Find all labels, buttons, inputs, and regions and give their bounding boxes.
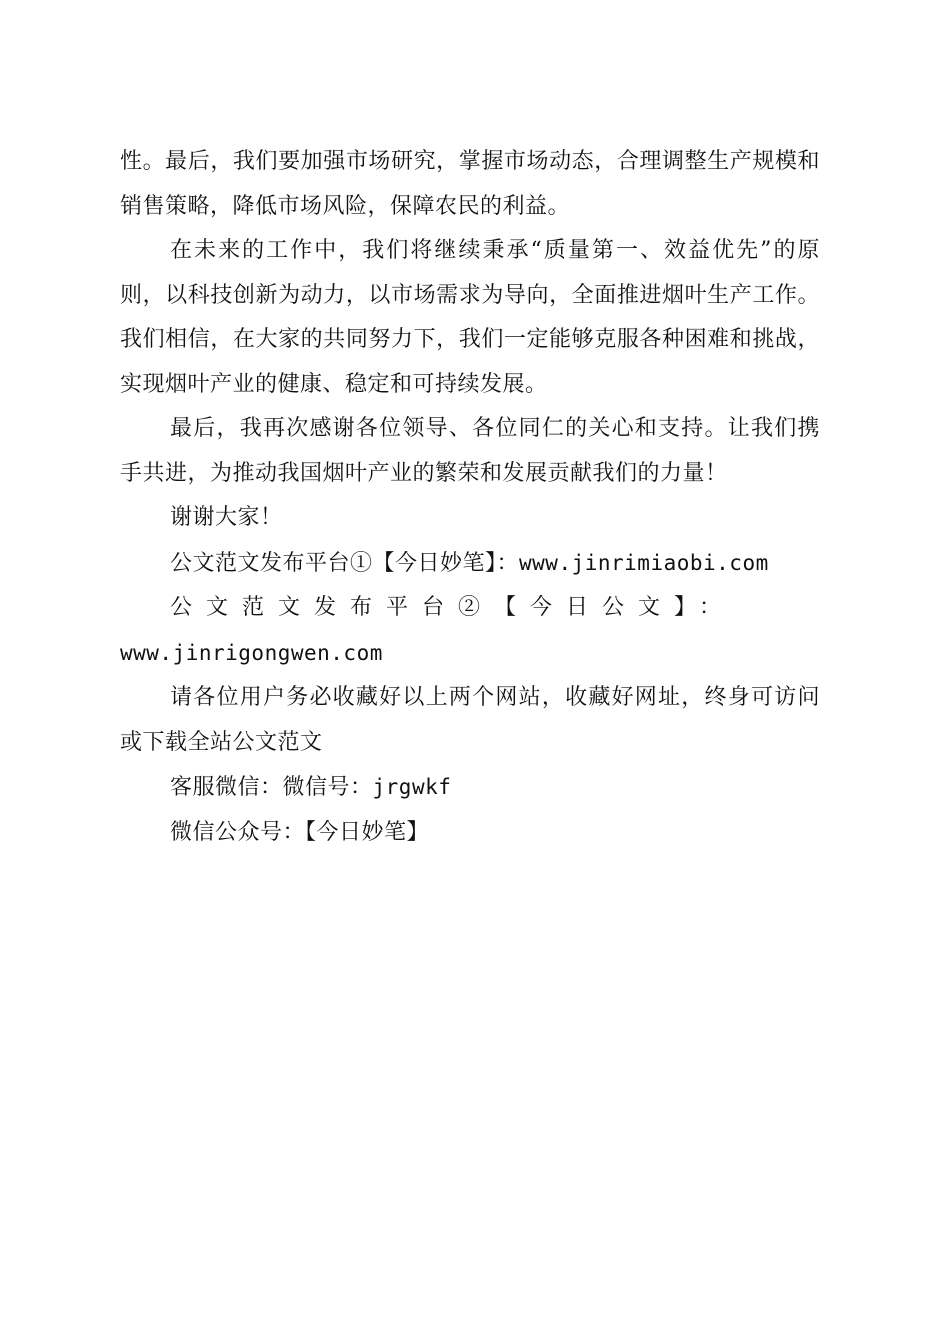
wechat-service-label: 客服微信：微信号： (170, 775, 373, 800)
platform-1-label: 公文范文发布平台①【今日妙笔】： (170, 550, 520, 576)
paragraph-future-work: 在未来的工作中，我们将继续秉承“质量第一、效益优先”的原则，以科技创新为动力，以市场需求为导向，全面推进烟叶生产工作。我们相信，在大家的共同努力下，我们一定能够克服各种困难和挑战，实现烟叶产业的健康、稳定和可持续发展。 (120, 238, 820, 397)
document-body (120, 140, 820, 855)
platform-2-label: 公文范文发布平台②【今日公文】： (170, 595, 736, 620)
paragraph-closing: 谢谢大家！ (170, 505, 283, 530)
paragraph-thanks: 最后，我再次感谢各位领导、各位同仁的关心和支持。让我们携手共进，为推动我国烟叶产业的繁荣和发展贡献我们的力量！ (120, 416, 820, 486)
paragraph-platform-1 (120, 541, 820, 587)
platform-2-url[interactable]: www.jinrigongwen.com (120, 640, 383, 665)
paragraph-market-research: 性。最后，我们要加强市场研究，掌握市场动态，合理调整生产规模和销售策略，降低市场风险，保障农民的利益。 (120, 149, 820, 219)
wechat-service-id: jrgwkf (372, 775, 452, 799)
paragraph-platform-2 (120, 586, 820, 676)
paragraph-bookmark-notice: 请各位用户务必收藏好以上两个网站，收藏好网址，终身可访问或下载全站公文范文 (120, 685, 820, 755)
paragraph-wechat-official: 微信公众号：【今日妙笔】 (170, 819, 430, 845)
platform-1-url[interactable]: www.jinrimiaobi.com (519, 550, 769, 575)
paragraph-wechat-service (120, 765, 820, 811)
